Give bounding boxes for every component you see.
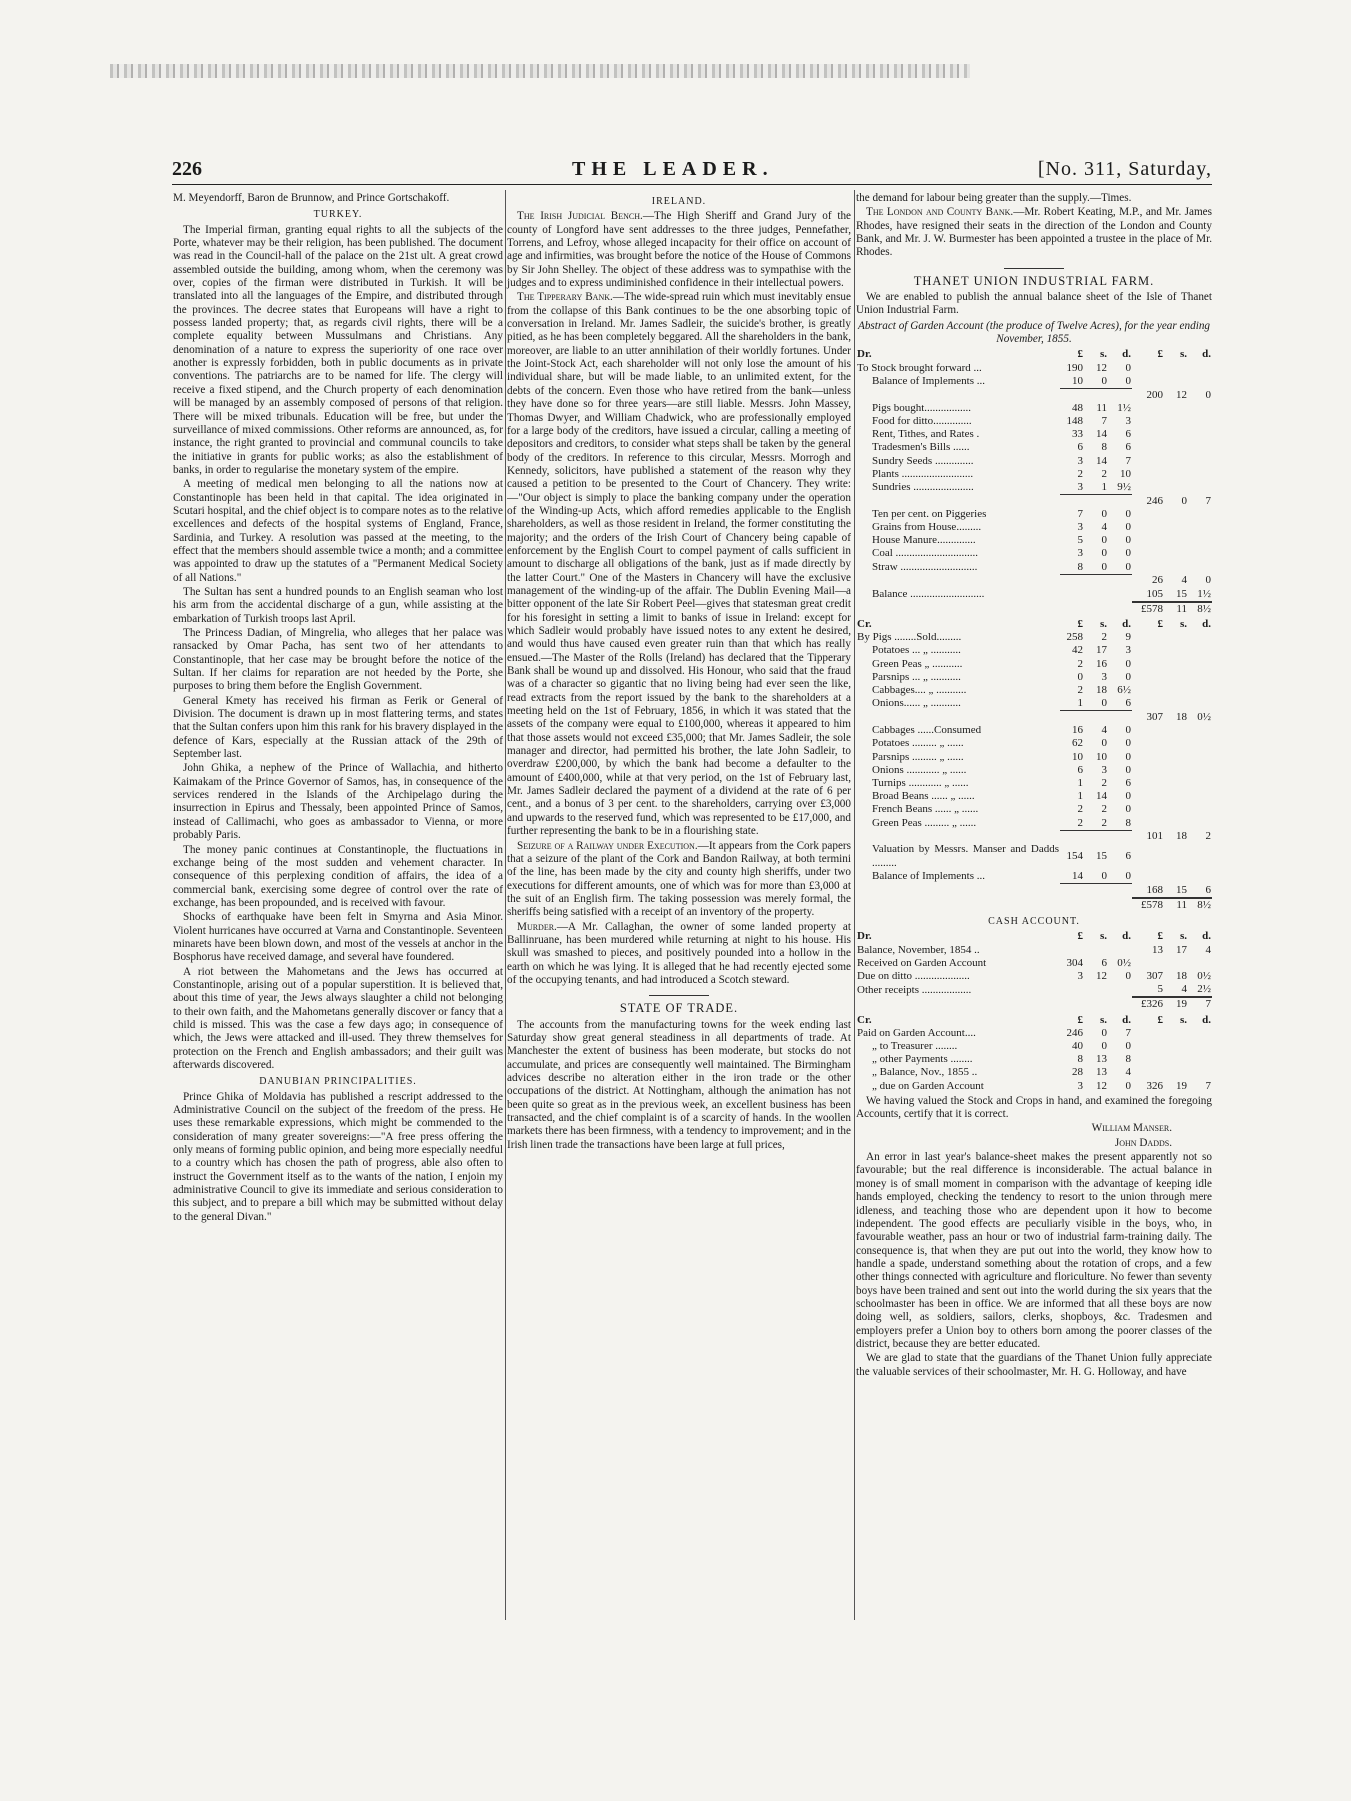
section-divider bbox=[1004, 268, 1064, 269]
garden-account-cr: Cr. £ s. d. £ s. d. By Pigs ........Sold......... 258 2 9 Potatoes ... „ ........... 42 17 3 Green Peas „ ........... 2 16 0 Parsnips ... „ ........... 0 3 0 Cabbages.... „ ........... 2 18 6½ Onions...... „ ........... 1 0 6 307 18 0½ Cabbages ......Consumed 16 4 0 Potatoes ......... „ ...... 62 0 0 Parsnips ......... „ ...... 10 10 0 Onions ............ „ ...... 6 3 0 Turnips ............ „ ...... 1 2 6 Broad Beans ...... „ ...... 1 14 0 French Beans ...... „ ...... 2 2 0 Green Peas ......... „ ...... 2 2 8 101 18 2 Valuation by Messrs. Manser and Dadds ......... 154 15 6 Balance of Implements ... 14 0 0 168 15 6 £578 11 8½ bbox=[857, 618, 1211, 911]
paragraph bbox=[507, 210, 851, 290]
paragraph: A riot between the Mahometans and the Jews has occurred at Constantinople, arising out of a popular superstition. It is believed that, about this time of year, the Jews always slaughter a child not belonging to their own faith, and the Mahometans generally discover or fancy that a child is missed. This was the case a few days ago; in consequence of which, the Jews were attacked and ill-used. They threw themselves for protection on the French and English ambassadors; and their guilt was afterwards discovered. bbox=[173, 965, 503, 1071]
paragraph: the demand for labour being greater than the supply.—Times. bbox=[856, 192, 1132, 204]
paragraph: Prince Ghika of Moldavia has published a rescript addressed to the Administrative Council on the subject of the freedom of the press. He uses these remarkable expressions, which might be commended to the consideration of many greater sovereigns:—"A free press offering the only means of forming public opinion, and being more especially needful to a country which has chosen the path of progress, able also often to instruct the Government itself as to the wants of the nation, I enjoin my administrative Council to give its immediate and serious consideration to this subject, and to prepare a bill which may be submitted without delay to the general Divan." bbox=[173, 1090, 503, 1223]
paragraph: The Sultan has sent a hundred pounds to an English seaman who lost his arm from the accidental discharge of a gun, while assisting at the embarkation of Turkish troops last April. bbox=[173, 585, 503, 625]
paragraph: We are enabled to publish the annual balance sheet of the Isle of Thanet Union Industrial Farm. bbox=[856, 291, 1212, 317]
cash-account-dr: Dr. £ s. d. £ s. d. Balance, November, 1854 .. 13 17 4 Received on Garden Account 304 6 0½ Due on ditto .................... 3 12 0 307 18 0½ Other receipts .................. 5 4 2½ £326 19 7 bbox=[857, 930, 1211, 1011]
run-in-head: Murder. bbox=[517, 920, 557, 933]
paragraph: General Kmety has received his firman as Ferik or General of Division. The document is drawn up in most flattering terms, and states that the Sultan confers upon him this rank for his bravery displayed in the defence of Kars, especially at the Russian attack of the 29th of September last. bbox=[173, 694, 503, 761]
section-heading-ireland: IRELAND. bbox=[651, 196, 707, 207]
paragraph: The accounts from the manufacturing towns for the week ending last Saturday show great general steadiness in all departments of trade. At Manchester the extent of business has been moderate, but stocks do not accumulate, and prices are consequently well maintained. The Birmingham advices describe no alteration either in the iron trade or the other occupations of the district. At Nottingham, although the animation has not been quite so great as in the previous week, an excellent business has been transacted, and the chief complaint is of a scarcity of hands. In the woollen markets there has been firmness, with a tendency to improvement; and in the Irish linen trade the transactions have been large at full prices, bbox=[507, 1018, 851, 1151]
masthead bbox=[172, 158, 1212, 192]
run-in-head: The Tipperary Bank. bbox=[517, 291, 613, 304]
paragraph: The money panic continues at Constantinople, the fluctuations in exchange being of the most sudden and vehement character. In consequence of this perplexing condition of affairs, the idea of a commercial bank, exercising some degree of control over the rate of exchange, has been propounded, and is received with favour. bbox=[173, 843, 503, 909]
paragraph: We are glad to state that the guardians of the Thanet Union fully appreciate the valuable services of their schoolmaster, Mr. H. G. Holloway, and have bbox=[856, 1352, 1212, 1378]
paragraph bbox=[507, 291, 851, 838]
section-divider bbox=[649, 995, 709, 996]
paragraph: Shocks of earthquake have been felt in Smyrna and Asia Minor. Violent hurricanes have occurred at Varna and Constantinople. Seventeen minarets have been blown down, and most of the vessels at anchor in the Bosphorus have received damage, and several have foundered. bbox=[173, 911, 503, 964]
intro-text: M. Meyendorff, Baron de Brunnow, and Prince Gortschakoff. bbox=[173, 192, 450, 204]
paragraph-body: —The High Sheriff and Grand Jury of the county of Longford have sent addresses to the three judges, Pennefather, Torrens, and Lefroy, whose alleged incapacity for their office on account of age and infirmities, was brought before the notice of the House of Commons by Sir John Shelley. The object of these address was to sympathise with the judges and to express undiminished confidence in their intellectual powers. bbox=[507, 210, 851, 290]
column-rule bbox=[505, 190, 506, 1620]
column-2 bbox=[507, 192, 851, 1153]
paragraph-body: —A Mr. Callaghan, the owner of some landed property at Ballinruane, has been murdered while returning at night to his house. His skull was smashed to pieces, and positively pounded into a hollow in the earth on which he was lying. It is alleged that he had recently ejected some of the occupying tenants, and had introduced a Scotch steward. bbox=[507, 920, 851, 986]
paragraph-body: —Mr. Robert Keating, M.P., and Mr. James Rhodes, have resigned their seats in the direction of the London and County Bank, and Mr. J. W. Burmester has been appointed a trustee in the place of Mr. Rhodes. bbox=[856, 206, 1212, 259]
paragraph-body: —The wide-spread ruin which must inevitably ensue from the collapse of this Bank continues to be the one absorbing topic of conversation in Ireland. Mr. James Sadleir, the suicide's brother, is greatly pitied, as he has been completely beggared. All the shareholders in the bank, moreover, are liable to an utter annihilation of their worldly fortunes. Under the Joint-Stock Act, each shareholder will not only lose the amount of his individual share, but will be made liable, to an unlimited extent, for the debts of the concern. Even those who have retired from the bank—unless they have done so for three years—are still liable. Messrs. John Massey, Thomas Dwyer, and William Chadwick, who are professionally employed for a large body of the creditors, have issued a circular, calling a meeting of depositors and creditors, to consider what steps shall be taken by the general body of the creditors. In reference to this circular, Messrs. Morrogh and Kennedy, solicitors, have published a statement of the reason why they caused a petition to be presented to the Court of Chancery. They write:—"Our object is simply to place the banking company under the operation of the Winding-up Acts, which afford remedies applicable to the English shareholders, as well as those resident in Ireland, the former constituting the majority; and the orders of the Irish Court of Chancery being capable of enforcement by the English Court to compel payment of calls sufficient in amount to discharge all obligations of the bank, just as if made directly by the latter Court." One of the Masters in Chancery will have the exclusive management of the winding-up of the affair. The Dublin Evening Mail—a bitter opponent of the late Sir Robert Peel—gives that statesman great credit for his foresight in setting a limit to banks of issue in Ireland: except for which Sadleir would probably have issued notes to any extent he desired, and would thus have caused even greater ruin than that which has really ensued.—The Master of the Rolls (Ireland) has declared that the Tipperary Bank shall be wound up and dissolved. His Honour, who said that the fraud was of a character so gigantic that no living being had ever seen the like, read extracts from the report issued by the bank to the shareholders at a meeting held on the 1st of February, 1856, in which it was stated that the assets of the company were equal to £100,000, whereas it appeared to him that those assets would not exceed £35,000; that Mr. James Sadleir, the sole manager and director, had permitted his brother, the late John Sadleir, to overdraw £200,000, by which the bank had become a defaulter to the amount of £400,000, while at that very period, on the 1st of February last, Mr. James Sadleir declared the payment of a dividend at the rate of 6 per cent., and a bonus of 3 per cent. to the shareholders, carrying over £3,000 and upwards to the reserved fund, which was represented to be £17,000, and further representing the bank to be in a flourishing state. bbox=[507, 291, 851, 838]
paragraph bbox=[507, 921, 851, 988]
paragraph bbox=[856, 206, 1212, 259]
run-in-head: The Irish Judicial Bench. bbox=[517, 210, 643, 223]
scan-edge-decoration bbox=[110, 64, 970, 78]
section-heading-trade: STATE OF TRADE. bbox=[619, 1001, 739, 1016]
run-in-head: Seizure of a Railway under Execution. bbox=[517, 839, 698, 852]
run-in-head: The London and County Bank. bbox=[866, 206, 1014, 219]
masthead-rule bbox=[172, 184, 1212, 185]
page-number: 226 bbox=[172, 158, 202, 180]
paragraph: The Princess Dadian, of Mingrelia, who alleges that her palace was ransacked by Omar Pacha, has sent two of her attendants to Constantinople, that her case may be brought before the notice of the Sultan. If her claims for reparation are not heeded by the Porte, she purposes to bring them before the English Government. bbox=[173, 627, 503, 693]
signature-dadds: John Dadds. bbox=[1114, 1136, 1172, 1149]
account-abstract: Abstract of Garden Account (the produce of Twelve Acres), for the year ending November, 1855. bbox=[857, 319, 1210, 346]
section-heading-cash: CASH ACCOUNT. bbox=[988, 915, 1080, 927]
paragraph-body: —It appears from the Cork papers that a seizure of the plant of the Cork and Bandon Railway, at both termini of the line, has been made by the city and county high sheriffs, under two executions for different amounts, one of which was for more than £3,000 at the suit of an English firm. The taking possession was merely formal, the sheriffs being satisfied with a receipt of an inventory of the property. bbox=[507, 839, 851, 919]
column-1 bbox=[173, 192, 503, 1225]
paragraph: The Imperial firman, granting equal rights to all the subjects of the Porte, whatever may be their religion, has been published. The document was read in the Council-hall of the palace on the 21st ult. A great crowd assembled outside the building, among whom, when the ceremony was over, copies of the firman were distributed in Turkish. It will be translated into all the languages of the Empire, and distributed through the provinces. The decree states that Europeans will have a right to possess landed property; that, as regards civil rights, there will be a complete equality between Mussulmans and Christians. Any denomination of a nature to express the superiority of one race over another is expressly forbidden, both in public documents as in private conventions. The patriarchs are to be named for life. The clergy will receive a fixed stipend, and the Church property of each denomination will be managed by an assembly composed of persons of that religion. There will be mixed tribunals. Education will be free, but under the surveillance of mixed commissions. Other reforms are announced, as, for instance, the right granted to provincial and communal councils to take the initiative in grants for public works; as also the establishment of banks, in order to regularise the monetary system of the empire. bbox=[173, 223, 503, 476]
garden-account-dr: Dr. £ s. d. £ s. d. To Stock brought forward ... 190 12 0 Balance of Implements ... 10 0 0 200 12 0 Pigs bought................. 48 11 1½ Food for ditto.............. 148 7 3 Rent, Tithes, and Rates . 33 14 6 Tradesmen's Bills ...... 6 8 6 Sundry Seeds .............. 3 14 7 Plants .......................... 2 2 10 Sundries ...................... 3 1 9½ 246 0 7 Ten per cent. on Piggeries 7 0 0 Grains from House......... 3 4 0 House Manure.............. 5 0 0 Coal .............................. 3 0 0 Straw ............................ 8 0 0 26 4 0 Balance ........................... 105 15 1½ £578 11 8½ bbox=[857, 348, 1211, 615]
issue-info: [No. 311, Saturday, bbox=[1037, 158, 1212, 180]
paragraph: John Ghika, a nephew of the Prince of Wallachia, and hitherto Kaimakam of the Prince Governor of Samos, has, in consequence of the services rendered in the Islands of the Archipelago during the insurrection in Epirus and Thessaly, been appointed Prince of Samos, instead of Callimachi, who goes as ambassador to Vienna, or more probably Paris. bbox=[173, 762, 503, 842]
section-heading-danubian: DANUBIAN PRINCIPALITIES. bbox=[259, 1076, 417, 1088]
signature-manser: William Manser. bbox=[1091, 1122, 1172, 1135]
paragraph bbox=[507, 840, 851, 920]
paragraph: An error in last year's balance-sheet makes the present apparently not so favourable; but the real difference is inconsiderable. The actual balance in money is of small moment in comparison with the advantage of keeping idle hands employed, checking the tendency to resort to the union through mere idleness, and teaching those who are dependent upon it how to become independent. The good effects are peculiarly visible in the boys, who, in favourable weather, pass an hour or two of industrial farm-training daily. The consequence is, that when they are put out into the world, they know how to handle a spade, understand something about the rotation of crops, and a few other things connected with agriculture and floriculture. No fewer than seventy boys have been trained and sent out into the world during the six years that the schoolmaster has been in office. We are informed that all these boys are now doing well, as soldiers, sailors, clerks, shopboys, &c. Tradesmen and employers prefer a Union boy to others born among the poorer classes of the district, because they are better educated. bbox=[856, 1151, 1212, 1350]
column-rule bbox=[854, 190, 855, 1620]
newspaper-title: THE LEADER. bbox=[572, 158, 774, 180]
certification: We having valued the Stock and Crops in hand, and examined the foregoing Accounts, certify that it is correct. bbox=[856, 1094, 1212, 1121]
section-heading-farm: THANET UNION INDUSTRIAL FARM. bbox=[913, 273, 1155, 288]
column-3 bbox=[856, 192, 1212, 1380]
section-heading-turkey: TURKEY. bbox=[313, 209, 363, 221]
cash-account-cr: Cr. £ s. d. £ s. d. Paid on Garden Account.... 246 0 7 „ to Treasurer ........ 40 0 0 „ other Payments ........ 8 13 8 „ Balance, Nov., 1855 .. 28 13 4 „ due on Garden Account 3 12 0 326 19 7 bbox=[857, 1013, 1211, 1092]
paragraph: A meeting of medical men belonging to all the nations now at Constantinople has been held in that capital. The idea originated in Scutari hospital, and the chief object is to compare notes as to the relative excellences and defects of the hospital systems of England, France, Sardinia, and Turkey. A resolution was passed at the meeting, to the effect that the members should assemble twice a month; and a committee was appointed to draw up the statutes of a "Permanent Medical Society of all Nations." bbox=[173, 478, 503, 584]
